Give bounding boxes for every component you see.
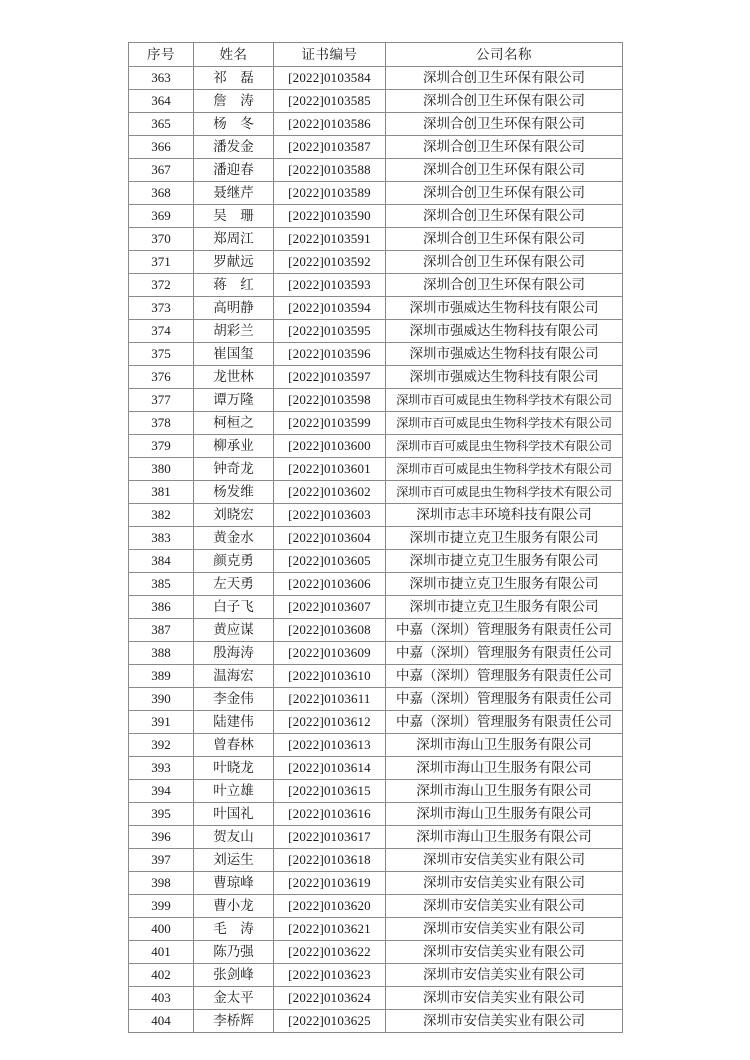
cell-certificate-number: [2022]0103598 [274,389,386,412]
table-row [129,343,623,366]
cell-person-name: 潘发金 [194,136,274,159]
cell-person-name: 贺友山 [194,826,274,849]
cell-certificate-number: [2022]0103599 [274,412,386,435]
cell-person-name: 曾春林 [194,734,274,757]
cell-certificate-number: [2022]0103625 [274,1010,386,1033]
cell-certificate-number: [2022]0103621 [274,918,386,941]
cell-sequence: 386 [129,596,194,619]
cell-sequence: 401 [129,941,194,964]
cell-certificate-number: [2022]0103589 [274,182,386,205]
cell-company-name: 深圳合创卫生环保有限公司 [386,136,623,159]
cell-certificate-number: [2022]0103609 [274,642,386,665]
cell-company-name: 中嘉（深圳）管理服务有限责任公司 [386,642,623,665]
cell-person-name: 郑周江 [194,228,274,251]
cell-sequence: 364 [129,90,194,113]
cell-person-name: 杨发维 [194,481,274,504]
table-header [129,43,623,67]
column-header-certificate-number: 证书编号 [274,43,386,67]
cell-person-name: 左天勇 [194,573,274,596]
cell-person-name: 高明静 [194,297,274,320]
cell-certificate-number: [2022]0103592 [274,251,386,274]
cell-company-name: 深圳合创卫生环保有限公司 [386,67,623,90]
table-row [129,918,623,941]
table-row [129,435,623,458]
cell-sequence: 402 [129,964,194,987]
table-row [129,849,623,872]
cell-person-name: 杨 冬 [194,113,274,136]
cell-sequence: 375 [129,343,194,366]
cell-sequence: 363 [129,67,194,90]
cell-company-name: 深圳市安信美实业有限公司 [386,849,623,872]
cell-certificate-number: [2022]0103605 [274,550,386,573]
cell-certificate-number: [2022]0103622 [274,941,386,964]
cell-company-name: 深圳市强威达生物科技有限公司 [386,320,623,343]
cell-sequence: 390 [129,688,194,711]
table-row [129,67,623,90]
cell-sequence: 385 [129,573,194,596]
cell-company-name: 深圳合创卫生环保有限公司 [386,159,623,182]
cell-sequence: 367 [129,159,194,182]
column-header-name: 姓名 [194,43,274,67]
cell-sequence: 387 [129,619,194,642]
cell-sequence: 399 [129,895,194,918]
cell-certificate-number: [2022]0103614 [274,757,386,780]
cell-company-name: 深圳市安信美实业有限公司 [386,918,623,941]
cell-person-name: 张剑峰 [194,964,274,987]
cell-company-name: 深圳合创卫生环保有限公司 [386,90,623,113]
cell-person-name: 崔国玺 [194,343,274,366]
cell-certificate-number: [2022]0103587 [274,136,386,159]
table-row [129,297,623,320]
cell-sequence: 397 [129,849,194,872]
cell-sequence: 373 [129,297,194,320]
cell-certificate-number: [2022]0103623 [274,964,386,987]
cell-sequence: 392 [129,734,194,757]
cell-company-name: 深圳市安信美实业有限公司 [386,895,623,918]
cell-person-name: 李金伟 [194,688,274,711]
cell-company-name: 深圳市安信美实业有限公司 [386,987,623,1010]
cell-company-name: 深圳合创卫生环保有限公司 [386,205,623,228]
cell-sequence: 377 [129,389,194,412]
cell-sequence: 369 [129,205,194,228]
cell-company-name: 深圳市百可威昆虫生物科学技术有限公司 [386,435,623,458]
cell-certificate-number: [2022]0103607 [274,596,386,619]
cell-person-name: 祁 磊 [194,67,274,90]
table-row [129,182,623,205]
cell-certificate-number: [2022]0103610 [274,665,386,688]
table-row [129,90,623,113]
cell-company-name: 中嘉（深圳）管理服务有限责任公司 [386,665,623,688]
table-row [129,619,623,642]
cell-person-name: 詹 涛 [194,90,274,113]
cell-person-name: 陈乃强 [194,941,274,964]
cell-company-name: 深圳合创卫生环保有限公司 [386,182,623,205]
cell-sequence: 376 [129,366,194,389]
cell-certificate-number: [2022]0103615 [274,780,386,803]
cell-sequence: 378 [129,412,194,435]
cell-sequence: 404 [129,1010,194,1033]
cell-certificate-number: [2022]0103596 [274,343,386,366]
roster-table-container [128,42,622,1033]
cell-company-name: 深圳市强威达生物科技有限公司 [386,366,623,389]
certificate-roster-table [128,42,623,1033]
cell-certificate-number: [2022]0103617 [274,826,386,849]
cell-certificate-number: [2022]0103595 [274,320,386,343]
cell-company-name: 深圳市安信美实业有限公司 [386,872,623,895]
table-row [129,803,623,826]
table-row [129,596,623,619]
table-row [129,366,623,389]
table-row [129,688,623,711]
cell-sequence: 374 [129,320,194,343]
table-row [129,504,623,527]
cell-certificate-number: [2022]0103586 [274,113,386,136]
cell-company-name: 深圳市志丰环境科技有限公司 [386,504,623,527]
cell-sequence: 366 [129,136,194,159]
cell-company-name: 深圳合创卫生环保有限公司 [386,113,623,136]
cell-person-name: 胡彩兰 [194,320,274,343]
table-row [129,320,623,343]
cell-person-name: 叶国礼 [194,803,274,826]
cell-sequence: 403 [129,987,194,1010]
cell-sequence: 400 [129,918,194,941]
cell-person-name: 潘迎春 [194,159,274,182]
table-row [129,113,623,136]
cell-certificate-number: [2022]0103597 [274,366,386,389]
table-row [129,389,623,412]
cell-person-name: 白子飞 [194,596,274,619]
cell-person-name: 曹琼峰 [194,872,274,895]
cell-person-name: 温海宏 [194,665,274,688]
cell-certificate-number: [2022]0103620 [274,895,386,918]
cell-sequence: 391 [129,711,194,734]
cell-person-name: 刘运生 [194,849,274,872]
table-row [129,274,623,297]
cell-certificate-number: [2022]0103624 [274,987,386,1010]
table-row [129,228,623,251]
cell-company-name: 深圳市海山卫生服务有限公司 [386,757,623,780]
cell-sequence: 383 [129,527,194,550]
table-row [129,550,623,573]
cell-certificate-number: [2022]0103593 [274,274,386,297]
cell-company-name: 深圳市捷立克卫生服务有限公司 [386,596,623,619]
cell-person-name: 金太平 [194,987,274,1010]
cell-certificate-number: [2022]0103585 [274,90,386,113]
cell-certificate-number: [2022]0103606 [274,573,386,596]
table-row [129,895,623,918]
table-row [129,642,623,665]
cell-certificate-number: [2022]0103590 [274,205,386,228]
cell-certificate-number: [2022]0103603 [274,504,386,527]
table-row [129,573,623,596]
cell-person-name: 吴 珊 [194,205,274,228]
cell-certificate-number: [2022]0103611 [274,688,386,711]
cell-certificate-number: [2022]0103608 [274,619,386,642]
cell-company-name: 深圳市安信美实业有限公司 [386,1010,623,1033]
cell-company-name: 深圳市百可威昆虫生物科学技术有限公司 [386,412,623,435]
cell-company-name: 深圳市捷立克卫生服务有限公司 [386,527,623,550]
table-body [129,67,623,1033]
cell-sequence: 394 [129,780,194,803]
table-row [129,251,623,274]
table-row [129,159,623,182]
cell-certificate-number: [2022]0103591 [274,228,386,251]
cell-person-name: 叶晓龙 [194,757,274,780]
cell-company-name: 深圳市百可威昆虫生物科学技术有限公司 [386,458,623,481]
cell-person-name: 李桥辉 [194,1010,274,1033]
cell-person-name: 柯桓之 [194,412,274,435]
cell-certificate-number: [2022]0103601 [274,458,386,481]
cell-sequence: 388 [129,642,194,665]
cell-certificate-number: [2022]0103588 [274,159,386,182]
cell-certificate-number: [2022]0103600 [274,435,386,458]
cell-sequence: 395 [129,803,194,826]
cell-sequence: 393 [129,757,194,780]
table-row [129,987,623,1010]
cell-certificate-number: [2022]0103616 [274,803,386,826]
cell-sequence: 380 [129,458,194,481]
table-row [129,205,623,228]
cell-sequence: 368 [129,182,194,205]
table-row [129,872,623,895]
table-row [129,412,623,435]
cell-sequence: 370 [129,228,194,251]
cell-sequence: 398 [129,872,194,895]
cell-company-name: 深圳市安信美实业有限公司 [386,964,623,987]
table-header-row [129,43,623,67]
cell-company-name: 深圳市百可威昆虫生物科学技术有限公司 [386,389,623,412]
cell-company-name: 深圳市海山卫生服务有限公司 [386,826,623,849]
column-header-sequence: 序号 [129,43,194,67]
cell-person-name: 叶立雄 [194,780,274,803]
cell-sequence: 384 [129,550,194,573]
table-row [129,458,623,481]
cell-sequence: 372 [129,274,194,297]
cell-company-name: 中嘉（深圳）管理服务有限责任公司 [386,711,623,734]
cell-sequence: 371 [129,251,194,274]
cell-certificate-number: [2022]0103613 [274,734,386,757]
cell-company-name: 深圳合创卫生环保有限公司 [386,228,623,251]
table-row [129,780,623,803]
cell-company-name: 中嘉（深圳）管理服务有限责任公司 [386,688,623,711]
cell-person-name: 刘晓宏 [194,504,274,527]
cell-certificate-number: [2022]0103584 [274,67,386,90]
cell-person-name: 钟奇龙 [194,458,274,481]
table-row [129,481,623,504]
cell-certificate-number: [2022]0103618 [274,849,386,872]
cell-person-name: 毛 涛 [194,918,274,941]
table-row [129,941,623,964]
cell-company-name: 深圳市捷立克卫生服务有限公司 [386,573,623,596]
cell-person-name: 谭万隆 [194,389,274,412]
cell-sequence: 379 [129,435,194,458]
cell-person-name: 聂继芹 [194,182,274,205]
cell-company-name: 深圳市强威达生物科技有限公司 [386,297,623,320]
table-row [129,734,623,757]
cell-sequence: 382 [129,504,194,527]
cell-company-name: 深圳市海山卫生服务有限公司 [386,803,623,826]
table-row [129,665,623,688]
cell-person-name: 蒋 红 [194,274,274,297]
cell-sequence: 396 [129,826,194,849]
table-row [129,964,623,987]
cell-person-name: 柳承业 [194,435,274,458]
table-row [129,1010,623,1033]
cell-sequence: 381 [129,481,194,504]
cell-certificate-number: [2022]0103612 [274,711,386,734]
cell-company-name: 中嘉（深圳）管理服务有限责任公司 [386,619,623,642]
cell-person-name: 黄应谋 [194,619,274,642]
cell-person-name: 黄金水 [194,527,274,550]
cell-person-name: 曹小龙 [194,895,274,918]
cell-company-name: 深圳市海山卫生服务有限公司 [386,780,623,803]
table-row [129,527,623,550]
cell-company-name: 深圳合创卫生环保有限公司 [386,251,623,274]
table-row [129,826,623,849]
cell-company-name: 深圳市百可威昆虫生物科学技术有限公司 [386,481,623,504]
cell-person-name: 殷海涛 [194,642,274,665]
cell-company-name: 深圳市强威达生物科技有限公司 [386,343,623,366]
cell-person-name: 龙世林 [194,366,274,389]
table-row [129,757,623,780]
cell-sequence: 389 [129,665,194,688]
cell-sequence: 365 [129,113,194,136]
cell-certificate-number: [2022]0103602 [274,481,386,504]
table-row [129,136,623,159]
cell-person-name: 罗献远 [194,251,274,274]
cell-company-name: 深圳市海山卫生服务有限公司 [386,734,623,757]
cell-certificate-number: [2022]0103619 [274,872,386,895]
cell-person-name: 陆建伟 [194,711,274,734]
table-row [129,711,623,734]
column-header-company-name: 公司名称 [386,43,623,67]
cell-certificate-number: [2022]0103604 [274,527,386,550]
cell-company-name: 深圳合创卫生环保有限公司 [386,274,623,297]
cell-company-name: 深圳市捷立克卫生服务有限公司 [386,550,623,573]
cell-person-name: 颜克勇 [194,550,274,573]
cell-certificate-number: [2022]0103594 [274,297,386,320]
cell-company-name: 深圳市安信美实业有限公司 [386,941,623,964]
